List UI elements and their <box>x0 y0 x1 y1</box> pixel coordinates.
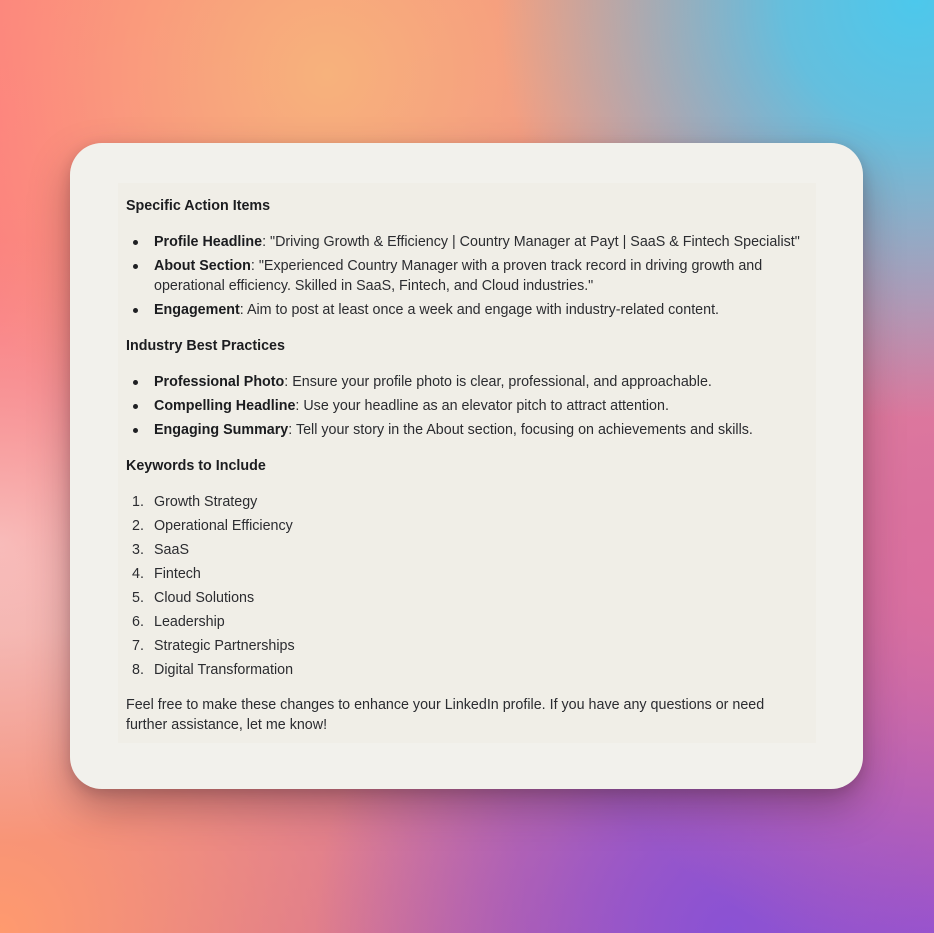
item-label: About Section <box>154 258 251 274</box>
item-label: Professional Photo <box>154 374 285 390</box>
item-text: : "Experienced Country Manager with a proven track record in driving growth and operational efficiency. Skilled in SaaS, Fintech, and Cloud industries." <box>154 258 763 294</box>
keyword-item <box>132 540 814 560</box>
keyword-item <box>132 636 814 656</box>
message-card <box>70 143 863 789</box>
item-number: 1. <box>132 494 144 510</box>
item-number: 2. <box>132 518 144 534</box>
item-label: Engaging Summary <box>154 422 289 438</box>
keyword-text: SaaS <box>154 542 189 558</box>
keyword-item <box>132 612 814 632</box>
keyword-text: Cloud Solutions <box>154 590 255 606</box>
keyword-text: Fintech <box>154 566 201 582</box>
keyword-item <box>132 492 814 512</box>
item-text: : Ensure your profile photo is clear, professional, and approachable. <box>284 374 712 390</box>
list-item <box>154 396 814 416</box>
bullet-icon <box>133 428 138 433</box>
item-number: 7. <box>132 638 144 654</box>
item-number: 6. <box>132 614 144 630</box>
keyword-text: Operational Efficiency <box>154 518 293 534</box>
keyword-text: Leadership <box>154 614 225 630</box>
list-item <box>154 232 814 252</box>
keyword-text: Digital Transformation <box>154 662 294 678</box>
keyword-text: Growth Strategy <box>154 494 258 510</box>
item-label: Engagement <box>154 302 240 318</box>
item-number: 4. <box>132 566 144 582</box>
item-text: : Aim to post at least once a week and engage with industry-related content. <box>239 302 720 318</box>
section-heading-action-items: Specific Action Items <box>126 198 271 214</box>
keyword-item <box>132 588 814 608</box>
section-heading-best-practices: Industry Best Practices <box>126 338 285 354</box>
list-item <box>154 420 814 440</box>
item-text: : Tell your story in the About section, focusing on achievements and skills. <box>288 422 753 438</box>
item-number: 8. <box>132 662 144 678</box>
bullet-icon <box>133 240 138 245</box>
item-text: : "Driving Growth & Efficiency | Country Manager at Payt | SaaS & Fintech Specialist" <box>262 234 800 250</box>
list-item <box>154 372 814 392</box>
keyword-item <box>132 564 814 584</box>
bullet-icon <box>133 380 138 385</box>
keyword-item <box>132 660 814 680</box>
list-item <box>154 256 814 296</box>
list-item <box>154 300 814 320</box>
closing-paragraph: Feel free to make these changes to enhance your LinkedIn profile. If you have any questions or need further assistance, let me know! <box>126 697 765 733</box>
keyword-text: Strategic Partnerships <box>154 638 295 654</box>
keyword-item <box>132 516 814 536</box>
section-heading-keywords: Keywords to Include <box>126 458 266 474</box>
item-number: 3. <box>132 542 144 558</box>
item-number: 5. <box>132 590 144 606</box>
bullet-icon <box>133 264 138 269</box>
item-label: Profile Headline <box>154 234 263 250</box>
item-label: Compelling Headline <box>154 398 296 414</box>
bullet-icon <box>133 308 138 313</box>
bullet-icon <box>133 404 138 409</box>
item-text: : Use your headline as an elevator pitch to attract attention. <box>295 398 669 414</box>
assistant-message <box>118 183 816 743</box>
